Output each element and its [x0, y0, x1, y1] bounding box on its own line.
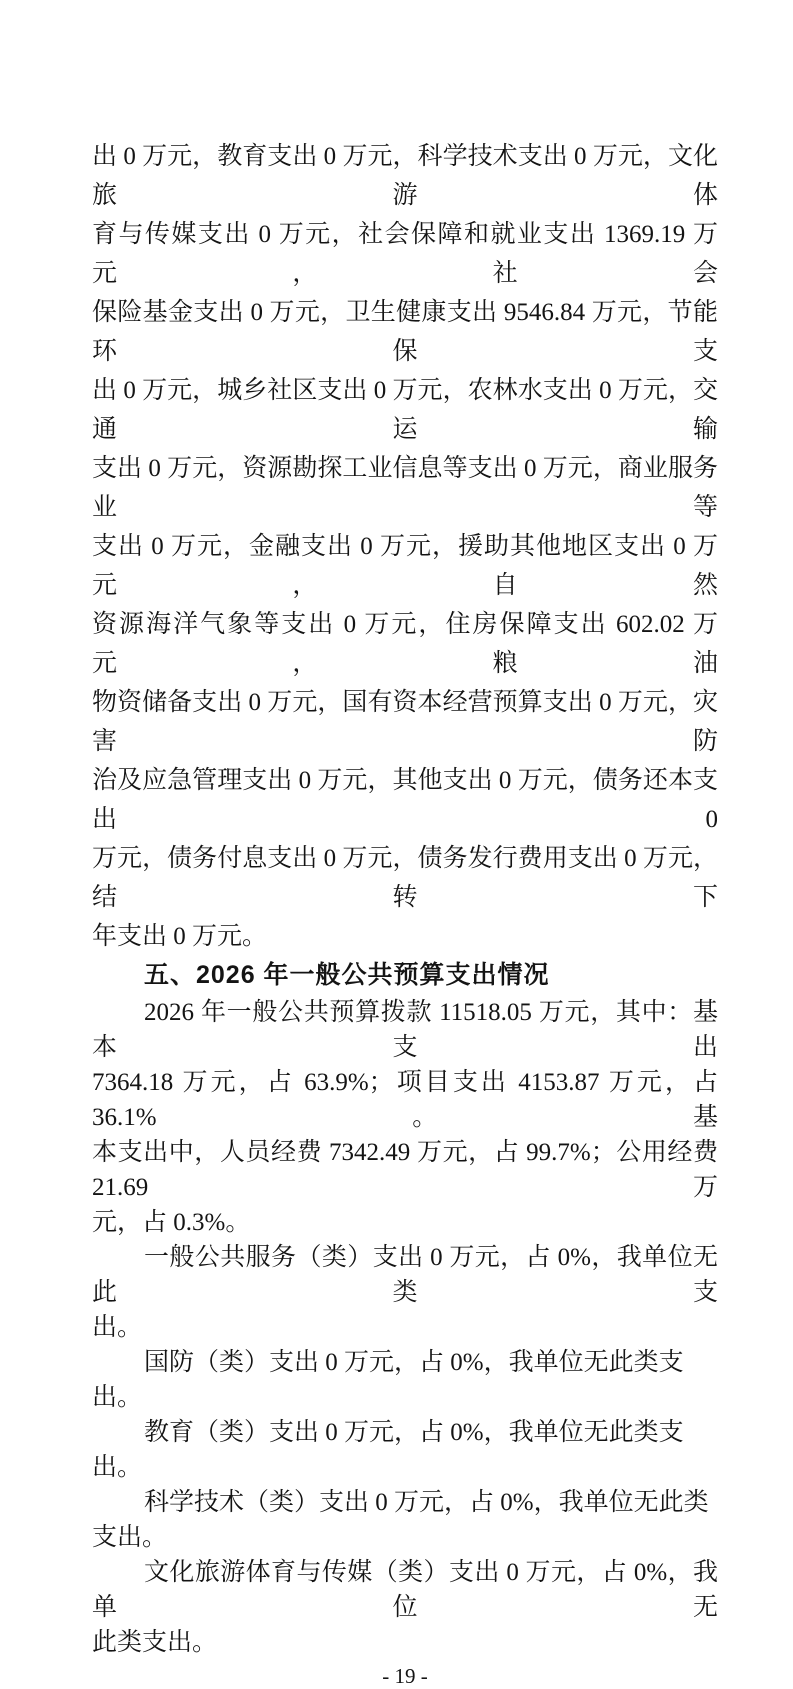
text-line: 出。	[92, 1314, 143, 1341]
text-line: 国防（类）支出 0 万元，占 0%，我单位无此类支出。	[92, 1349, 684, 1411]
text-line: 万元，债务付息支出 0 万元，债务发行费用支出 0 万元，结转下	[92, 845, 718, 911]
text-line: 年支出 0 万元。	[92, 923, 268, 950]
text-line: 资源海洋气象等支出 0 万元，住房保障支出 602.02 万元，粮油	[92, 611, 718, 677]
text-line: 支出 0 万元，金融支出 0 万元，援助其他地区支出 0 万元，自然	[92, 533, 718, 599]
text-line: 一般公共服务（类）支出 0 万元，占 0%，我单位无此类支	[92, 1244, 718, 1306]
text-line: 物资储备支出 0 万元，国有资本经营预算支出 0 万元，灾害防	[92, 689, 718, 755]
text-line: 育与传媒支出 0 万元，社会保障和就业支出 1369.19 万元，社会	[92, 221, 718, 287]
text-line: 出 0 万元，教育支出 0 万元，科学技术支出 0 万元，文化旅游体	[92, 143, 718, 209]
text-line: 保险基金支出 0 万元，卫生健康支出 9546.84 万元，节能环保支	[92, 299, 718, 365]
document-body	[92, 137, 718, 1689]
text-line: 科学技术（类）支出 0 万元，占 0%，我单位无此类支出。	[92, 1489, 709, 1551]
text-line: 此类支出。	[92, 1629, 218, 1656]
text-line: 2026 年一般公共预算拨款 11518.05 万元，其中：基本支出	[92, 999, 718, 1061]
text-line: 本支出中，人员经费 7342.49 万元，占 99.7%；公用经费 21.69 万	[92, 1139, 718, 1201]
text-line: 元，占 0.3%。	[92, 1209, 251, 1236]
page-number: - 19 -	[382, 1664, 428, 1688]
text-line: 文化旅游体育与传媒（类）支出 0 万元，占 0%，我单位无	[92, 1559, 718, 1621]
section-heading: 五、2026 年一般公共预算支出情况	[144, 961, 550, 989]
text-line: 治及应急管理支出 0 万元，其他支出 0 万元，债务还本支出 0	[92, 767, 718, 833]
text-line: 7364.18 万元，占 63.9%；项目支出 4153.87 万元，占 36.1%。基	[92, 1069, 718, 1131]
text-line: 出 0 万元，城乡社区支出 0 万元，农林水支出 0 万元，交通运输	[92, 377, 718, 443]
text-line: 教育（类）支出 0 万元，占 0%，我单位无此类支出。	[92, 1419, 684, 1481]
text-line: 支出 0 万元，资源勘探工业信息等支出 0 万元，商业服务业等	[92, 455, 718, 521]
